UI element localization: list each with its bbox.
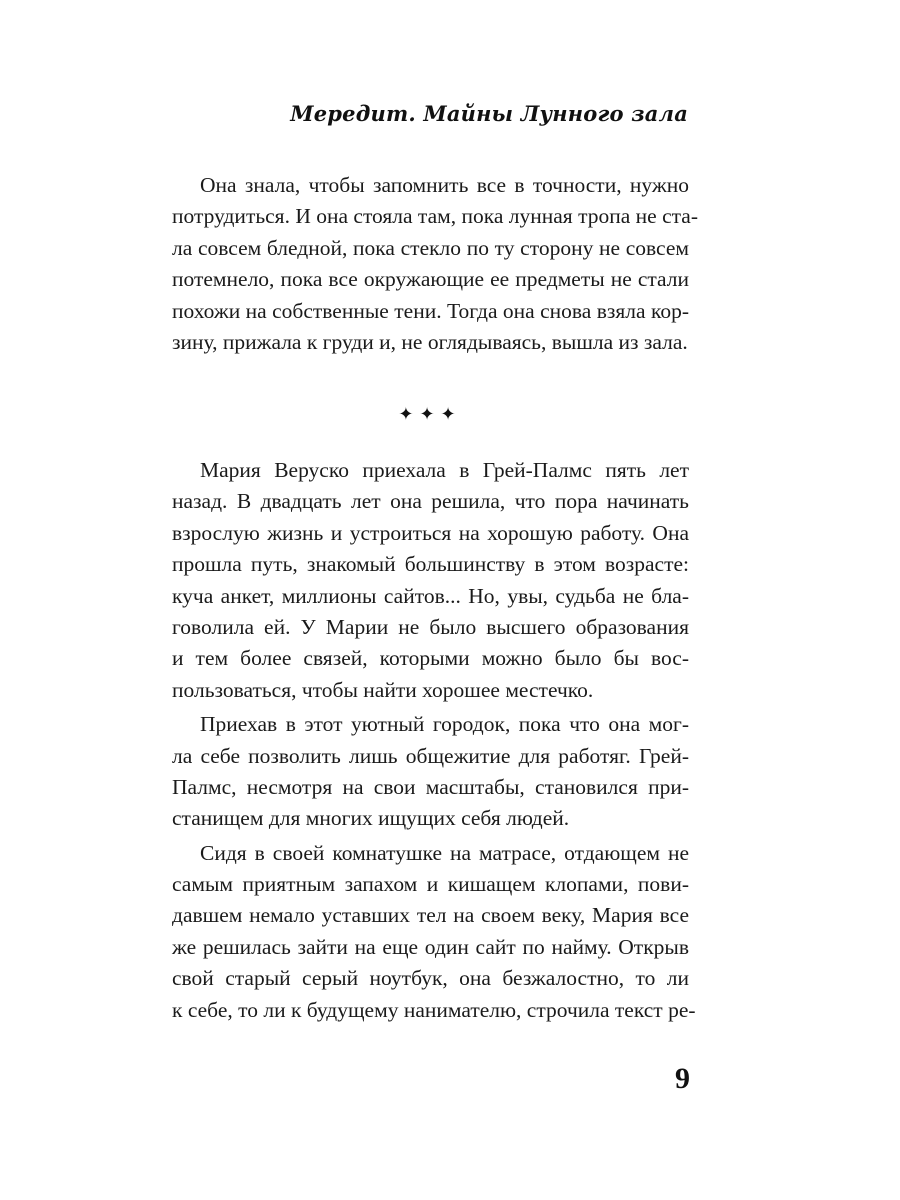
paragraph-line: Она знала, чтобы запомнить все в точности, нужно xyxy=(200,173,689,197)
paragraph-line: ла себе позволить лишь общежитие для работяг. Грей- xyxy=(172,743,689,768)
paragraph-line: прошла путь, знакомый большинству в этом возрасте: xyxy=(172,552,689,577)
running-head-title: Мередит. Майны Лунного зала xyxy=(290,101,688,126)
paragraph-line: к себе, то ли к будущему нанимателю, строчила текст ре- xyxy=(172,997,696,1022)
text-block-bottom xyxy=(172,455,696,1026)
paragraph-line: зину, прижала к груди и, не оглядываясь, вышла из зала. xyxy=(172,329,688,354)
section-separator-stars: ✦✦✦ xyxy=(398,404,462,425)
paragraph-line: самым приятным запахом и кишащем клопами, пови- xyxy=(172,872,689,897)
page-number: 9 xyxy=(675,1062,690,1095)
paragraph-line: пользоваться, чтобы найти хорошее местечко. xyxy=(172,677,594,702)
paragraph-line: Приехав в этот уютный городок, пока что она мог- xyxy=(200,712,689,737)
text-block-top xyxy=(172,170,698,358)
paragraph-line: же решилась зайти на еще один сайт по найму. Открыв xyxy=(172,934,689,959)
paragraph-line: куча анкет, миллионы сайтов... Но, увы, судьба не бла- xyxy=(172,583,689,608)
paragraph-line: Палмс, несмотря на свои масштабы, становился при- xyxy=(172,774,689,799)
paragraph-line: свой старый серый ноутбук, она безжалостно, то ли xyxy=(172,966,689,991)
paragraph-line: Мария Веруско приехала в Грей-Палмс пять лет xyxy=(200,458,689,482)
paragraph-line: давшем немало уставших тел на своем веку, Мария все xyxy=(172,903,689,928)
paragraph-line: Сидя в своей комнатушке на матрасе, отдающем не xyxy=(200,840,689,865)
paragraph-line: ла совсем бледной, пока стекло по ту сторону не совсем xyxy=(172,235,689,260)
paragraph-line: назад. В двадцать лет она решила, что пора начинать xyxy=(172,489,689,514)
paragraph-line: взрослую жизнь и устроиться на хорошую работу. Она xyxy=(172,520,689,545)
paragraph-line: потрудиться. И она стояла там, пока лунная тропа не ста- xyxy=(172,204,698,229)
paragraph-line: станищем для многих ищущих себя людей. xyxy=(172,806,570,831)
paragraph-line: похожи на собственные тени. Тогда она снова взяла кор- xyxy=(172,298,689,323)
paragraph-line: потемнело, пока все окружающие ее предметы не стали xyxy=(172,267,689,292)
paragraph-line: и тем более связей, которыми можно было бы вос- xyxy=(172,646,689,671)
paragraph-line: говолила ей. У Марии не было высшего образования xyxy=(172,614,689,639)
